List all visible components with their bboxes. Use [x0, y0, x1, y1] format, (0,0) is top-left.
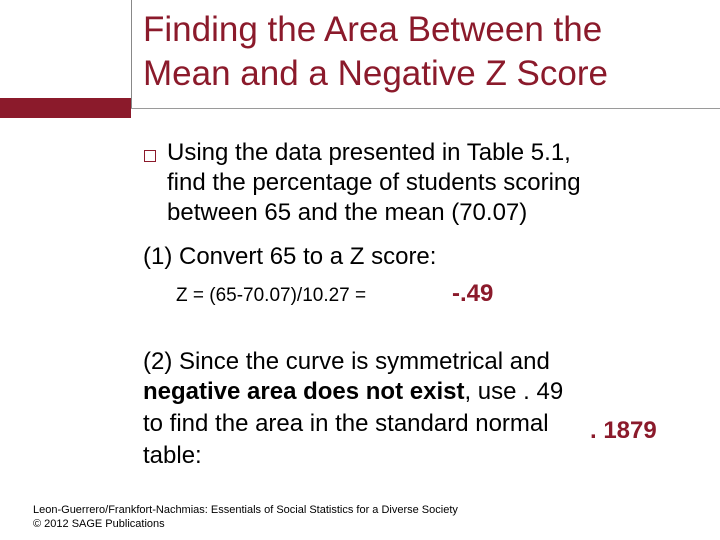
- footer-citation: Leon-Guerrero/Frankfort-Nachmias: Essentials of Social Statistics for a Diverse Society: [33, 504, 458, 516]
- bullet-text-line-2: find the percentage of students scoring: [167, 169, 581, 196]
- bullet-square-icon: [144, 150, 156, 162]
- footer-copyright: © 2012 SAGE Publications: [33, 518, 165, 530]
- slide-title: [143, 8, 713, 96]
- bullet-text-line-3: between 65 and the mean (70.07): [167, 199, 528, 226]
- z-score-result: -.49: [452, 280, 494, 307]
- step-1-label: (1) Convert 65 to a Z score:: [143, 243, 437, 270]
- step-2-bold-phrase: negative area does not exist: [143, 378, 465, 405]
- step-2-line-1: (2) Since the curve is symmetrical and: [143, 348, 550, 375]
- title-divider-vertical: [131, 0, 132, 108]
- slide-title-line-1: Finding the Area Between the: [143, 10, 603, 49]
- bullet-text-line-1: Using the data presented in Table 5.1,: [167, 139, 571, 166]
- slide-title-line-2: Mean and a Negative Z Score: [143, 54, 608, 93]
- step-2-line-2-rest: , use . 49: [464, 378, 564, 405]
- accent-block: [0, 98, 131, 118]
- step-2-line-2: [143, 377, 563, 406]
- step-2-line-3: to find the area in the standard normal: [143, 410, 549, 437]
- area-result: . 1879: [590, 417, 657, 444]
- z-score-formula: Z = (65-70.07)/10.27 =: [176, 285, 367, 306]
- step-2-line-4: table:: [143, 442, 202, 469]
